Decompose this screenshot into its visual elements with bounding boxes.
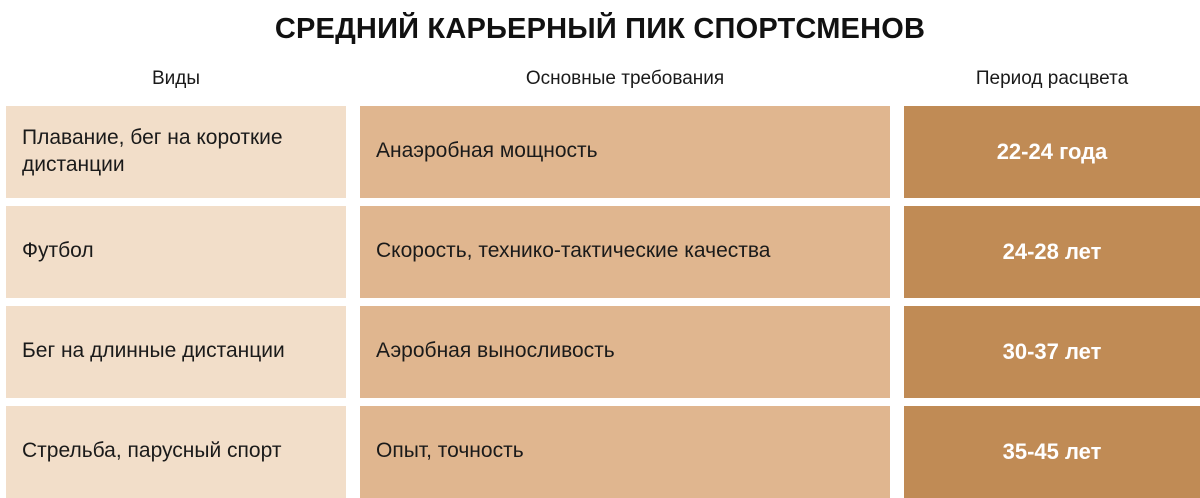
cell-sport: Футбол (6, 206, 346, 298)
table-header-row (6, 66, 1194, 96)
table (0, 66, 1200, 498)
cell-requirements: Опыт, точность (360, 406, 890, 498)
cell-sport: Стрельба, парусный спорт (6, 406, 346, 498)
cell-requirements: Аэробная выносливость (360, 306, 890, 398)
cell-peak: 24-28 лет (904, 206, 1200, 298)
column-header-requirements: Основные требования (525, 67, 725, 89)
cell-requirements: Скорость, технико-тактические качества (360, 206, 890, 298)
cell-sport: Плавание, бег на короткие дистанции (6, 106, 346, 198)
table-row (6, 406, 1194, 498)
column-header-peak: Период расцвета (975, 67, 1129, 89)
cell-sport: Бег на длинные дистанции (6, 306, 346, 398)
page-title: СРЕДНИЙ КАРЬЕРНЫЙ ПИК СПОРТСМЕНОВ (274, 13, 926, 45)
table-row (6, 306, 1194, 398)
table-row (6, 106, 1194, 198)
column-header-sports: Виды (151, 67, 201, 89)
cell-peak: 22-24 года (904, 106, 1200, 198)
cell-peak: 30-37 лет (904, 306, 1200, 398)
cell-requirements: Анаэробная мощность (360, 106, 890, 198)
table-row (6, 206, 1194, 298)
cell-peak: 35-45 лет (904, 406, 1200, 498)
